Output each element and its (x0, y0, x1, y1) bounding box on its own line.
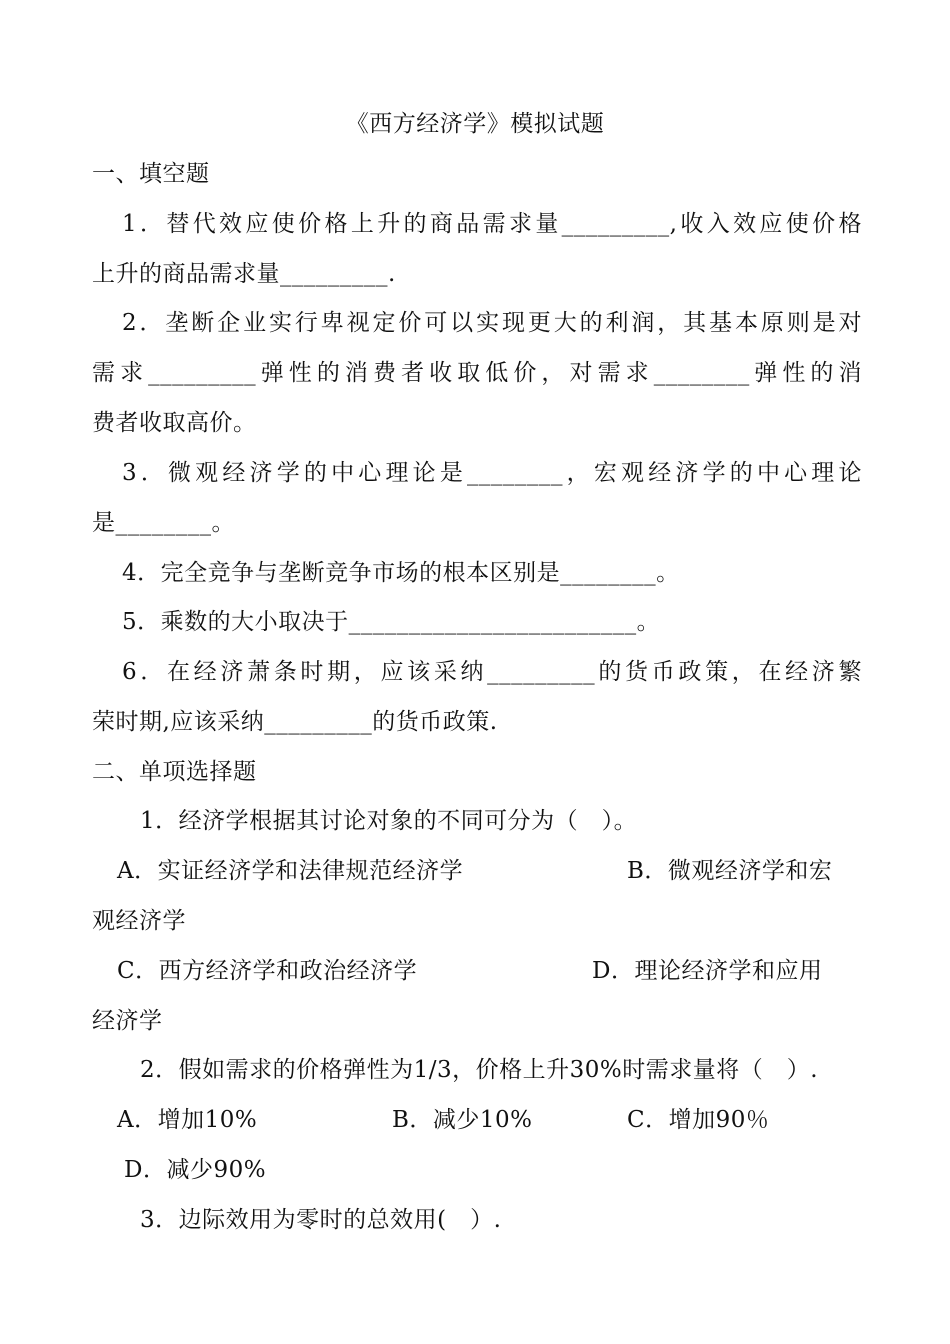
option-d-continued: 经济学 (92, 1008, 163, 1034)
question-line: 需求_________弹性的消费者收取低价，对需求________弹性的消 (92, 360, 862, 386)
question-line: 2．垄断企业实行卑视定价可以实现更大的利润，其基本原则是对 (122, 310, 862, 336)
option-d: D．理论经济学和应用 (592, 958, 823, 984)
section-heading-single-choice: 二、单项选择题 (92, 759, 257, 785)
section-heading-fill-in: 一、填空题 (92, 161, 210, 187)
option-c: C．西方经济学和政治经济学 (117, 958, 418, 984)
option-d: D．减少90% (124, 1157, 267, 1183)
question-line: 是________。 (92, 510, 235, 536)
question-stem: 1．经济学根据其讨论对象的不同可分为（ ）。 (140, 808, 638, 834)
question-line: 6．在经济萧条时期，应该采纳_________的货币政策，在经济繁 (122, 659, 862, 685)
question-line: 3．微观经济学的中心理论是________，宏观经济学的中心理论 (122, 460, 862, 486)
question-line: 5．乘数的大小取决于________________________。 (122, 609, 661, 635)
question-stem: 3．边际效用为零时的总效用( ）. (140, 1207, 502, 1233)
option-b: B．减少10% (392, 1107, 533, 1133)
question-line: 4．完全竞争与垄断竞争市场的根本区别是________。 (122, 560, 680, 586)
question-line: 上升的商品需求量_________. (92, 261, 396, 287)
question-line: 荣时期,应该采纳_________的货币政策. (92, 709, 498, 735)
document-title: 《西方经济学》模拟试题 (345, 111, 605, 137)
option-a: A．增加10% (117, 1107, 258, 1133)
question-line: 1．替代效应使价格上升的商品需求量_________,收入效应使价格 (122, 211, 862, 237)
option-b: B．微观经济学和宏 (627, 858, 833, 884)
question-stem: 2．假如需求的价格弹性为1/3，价格上升30%时需求量将（ ）. (140, 1057, 819, 1083)
option-c: C．增加90％ (627, 1107, 770, 1133)
option-b-continued: 观经济学 (92, 908, 186, 934)
question-line: 费者收取高价。 (92, 410, 257, 436)
option-a: A．实证经济学和法律规范经济学 (117, 858, 464, 884)
